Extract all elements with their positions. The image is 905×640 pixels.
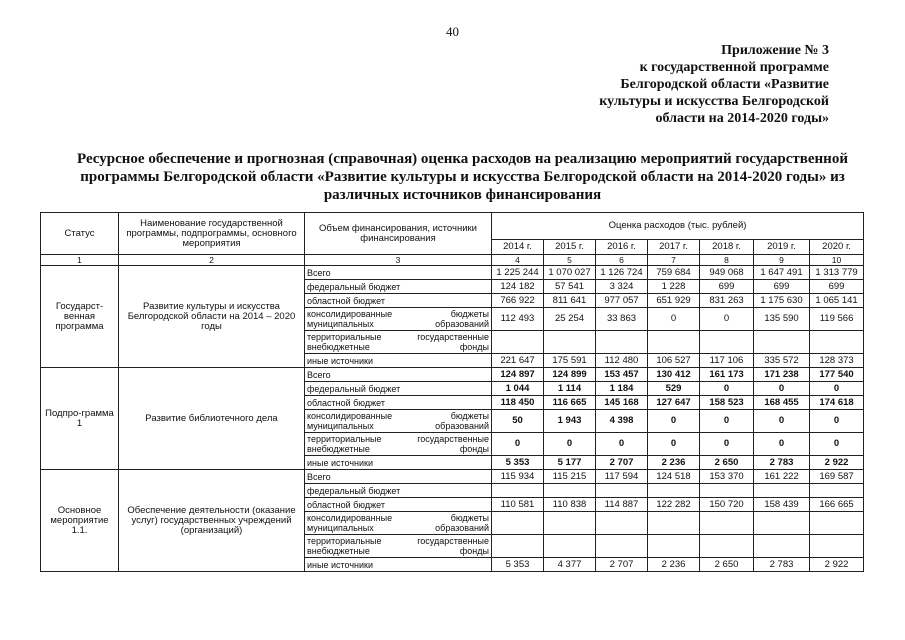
amount-cell: 0	[700, 433, 754, 456]
amount-cell: 127 647	[648, 396, 700, 410]
column-number: 7	[648, 255, 700, 266]
header-status: Статус	[41, 213, 119, 255]
header-year: 2019 г.	[754, 240, 810, 255]
amount-cell	[544, 484, 596, 498]
amount-cell: 33 863	[596, 308, 648, 331]
amount-cell	[648, 484, 700, 498]
amount-cell: 1 070 027	[544, 266, 596, 280]
column-number: 2	[119, 255, 305, 266]
amount-cell: 1 114	[544, 382, 596, 396]
amount-cell: 2 650	[700, 456, 754, 470]
amount-cell: 150 720	[700, 498, 754, 512]
header-year: 2018 г.	[700, 240, 754, 255]
amount-cell	[596, 484, 648, 498]
amount-cell	[648, 535, 700, 558]
amount-cell: 117 106	[700, 354, 754, 368]
amount-cell: 119 566	[810, 308, 864, 331]
column-number: 9	[754, 255, 810, 266]
amount-cell	[700, 484, 754, 498]
amount-cell: 174 618	[810, 396, 864, 410]
amount-cell	[810, 512, 864, 535]
amount-cell: 50	[492, 410, 544, 433]
amount-cell: 0	[754, 433, 810, 456]
amount-cell: 699	[700, 280, 754, 294]
header-year: 2016 г.	[596, 240, 648, 255]
column-number-row	[41, 255, 864, 266]
amount-cell	[700, 512, 754, 535]
amount-cell: 161 222	[754, 470, 810, 484]
amount-cell: 949 068	[700, 266, 754, 280]
amount-cell: 759 684	[648, 266, 700, 280]
amount-cell: 116 665	[544, 396, 596, 410]
funding-source-cell: областной бюджет	[305, 498, 492, 512]
funding-source-cell: иные источники	[305, 558, 492, 572]
table-row	[41, 266, 864, 280]
amount-cell: 0	[700, 410, 754, 433]
amount-cell: 1 065 141	[810, 294, 864, 308]
amount-cell: 2 650	[700, 558, 754, 572]
column-number: 5	[544, 255, 596, 266]
amount-cell: 0	[754, 410, 810, 433]
amount-cell	[810, 535, 864, 558]
amount-cell: 115 215	[544, 470, 596, 484]
status-cell: Подпро-грамма 1	[41, 368, 119, 470]
appendix-line: Приложение № 3	[721, 43, 829, 58]
amount-cell: 2 236	[648, 456, 700, 470]
amount-cell: 4 398	[596, 410, 648, 433]
amount-cell: 114 887	[596, 498, 648, 512]
appendix-header	[569, 42, 829, 127]
amount-cell: 831 263	[700, 294, 754, 308]
amount-cell: 766 922	[492, 294, 544, 308]
amount-cell	[754, 535, 810, 558]
header-year: 2017 г.	[648, 240, 700, 255]
budget-table	[40, 212, 864, 572]
amount-cell	[754, 331, 810, 354]
amount-cell: 5 353	[492, 558, 544, 572]
amount-cell: 25 254	[544, 308, 596, 331]
amount-cell: 112 480	[596, 354, 648, 368]
appendix-line: Белгородской области «Развитие	[620, 77, 829, 92]
amount-cell: 145 168	[596, 396, 648, 410]
amount-cell: 5 353	[492, 456, 544, 470]
title-line: различных источников финансирования	[323, 187, 602, 203]
header-estimate: Оценка расходов (тыс. рублей)	[492, 213, 864, 240]
column-number: 6	[596, 255, 648, 266]
amount-cell: 2 783	[754, 456, 810, 470]
amount-cell: 0	[810, 382, 864, 396]
amount-cell: 0	[810, 410, 864, 433]
amount-cell	[596, 331, 648, 354]
amount-cell: 1 943	[544, 410, 596, 433]
amount-cell	[492, 535, 544, 558]
amount-cell: 110 581	[492, 498, 544, 512]
column-number: 8	[700, 255, 754, 266]
funding-source-cell: областной бюджет	[305, 396, 492, 410]
amount-cell: 1 313 779	[810, 266, 864, 280]
amount-cell: 175 591	[544, 354, 596, 368]
amount-cell: 153 370	[700, 470, 754, 484]
amount-cell: 106 527	[648, 354, 700, 368]
amount-cell: 2 236	[648, 558, 700, 572]
funding-source-cell: областной бюджет	[305, 294, 492, 308]
amount-cell: 153 457	[596, 368, 648, 382]
amount-cell: 3 324	[596, 280, 648, 294]
amount-cell	[544, 331, 596, 354]
amount-cell	[648, 512, 700, 535]
amount-cell: 0	[492, 433, 544, 456]
amount-cell: 124 518	[648, 470, 700, 484]
amount-cell: 124 897	[492, 368, 544, 382]
table-row	[41, 470, 864, 484]
amount-cell: 57 541	[544, 280, 596, 294]
funding-source-cell: Всего	[305, 266, 492, 280]
amount-cell: 2 783	[754, 558, 810, 572]
amount-cell: 1 175 630	[754, 294, 810, 308]
amount-cell	[544, 512, 596, 535]
funding-source-cell: иные источники	[305, 354, 492, 368]
header-year: 2014 г.	[492, 240, 544, 255]
amount-cell: 0	[544, 433, 596, 456]
appendix-line: культуры и искусства Белгородской	[599, 94, 829, 109]
status-cell: Государст-венная программа	[41, 266, 119, 368]
amount-cell: 0	[754, 382, 810, 396]
amount-cell: 651 929	[648, 294, 700, 308]
title-line: программы Белгородской области «Развитие культуры и искусства Белгородской области на 2014-2020 годы» из	[80, 169, 845, 185]
amount-cell	[596, 535, 648, 558]
amount-cell	[810, 331, 864, 354]
amount-cell: 1 126 724	[596, 266, 648, 280]
amount-cell: 115 934	[492, 470, 544, 484]
funding-source-cell: Всего	[305, 470, 492, 484]
amount-cell: 0	[810, 433, 864, 456]
amount-cell: 2 922	[810, 558, 864, 572]
amount-cell	[754, 484, 810, 498]
amount-cell	[544, 535, 596, 558]
funding-source-cell: федеральный бюджет	[305, 280, 492, 294]
column-number: 4	[492, 255, 544, 266]
funding-source-cell: территориальные государственные внебюджетные фонды	[305, 331, 492, 354]
amount-cell: 977 057	[596, 294, 648, 308]
amount-cell: 1 184	[596, 382, 648, 396]
header-year: 2020 г.	[810, 240, 864, 255]
amount-cell: 0	[648, 410, 700, 433]
amount-cell: 221 647	[492, 354, 544, 368]
funding-source-cell: Всего	[305, 368, 492, 382]
amount-cell: 158 439	[754, 498, 810, 512]
amount-cell	[700, 331, 754, 354]
amount-cell: 158 523	[700, 396, 754, 410]
funding-source-cell: консолидированные бюджеты муниципальных образований	[305, 410, 492, 433]
amount-cell: 699	[810, 280, 864, 294]
amount-cell: 135 590	[754, 308, 810, 331]
amount-cell: 124 182	[492, 280, 544, 294]
amount-cell	[596, 512, 648, 535]
amount-cell: 110 838	[544, 498, 596, 512]
funding-source-cell: федеральный бюджет	[305, 382, 492, 396]
funding-source-cell: иные источники	[305, 456, 492, 470]
amount-cell	[648, 331, 700, 354]
header-source: Объем финансирования, источники финансирования	[305, 213, 492, 255]
status-cell: Основное мероприятие 1.1.	[41, 470, 119, 572]
amount-cell: 2 707	[596, 558, 648, 572]
amount-cell: 117 594	[596, 470, 648, 484]
amount-cell: 124 899	[544, 368, 596, 382]
program-name-cell: Развитие культуры и искусства Белгородской области на 2014 – 2020 годы	[119, 266, 305, 368]
amount-cell: 0	[596, 433, 648, 456]
column-number: 1	[41, 255, 119, 266]
amount-cell: 0	[648, 308, 700, 331]
funding-source-cell: консолидированные бюджеты муниципальных образований	[305, 512, 492, 535]
appendix-line: к государственной программе	[639, 60, 829, 75]
document-title	[40, 150, 885, 204]
amount-cell: 335 572	[754, 354, 810, 368]
amount-cell: 2 707	[596, 456, 648, 470]
title-line: Ресурсное обеспечение и прогнозная (справочная) оценка расходов на реализацию мероприятий государственной	[77, 151, 848, 167]
amount-cell: 1 228	[648, 280, 700, 294]
funding-source-cell: консолидированные бюджеты муниципальных образований	[305, 308, 492, 331]
amount-cell: 0	[700, 308, 754, 331]
table-body	[41, 266, 864, 572]
appendix-line: области на 2014-2020 годы»	[655, 111, 829, 126]
amount-cell: 699	[754, 280, 810, 294]
program-name-cell: Обеспечение деятельности (оказание услуг) государственных учреждений (организаций)	[119, 470, 305, 572]
amount-cell: 168 455	[754, 396, 810, 410]
column-number: 10	[810, 255, 864, 266]
amount-cell: 1 044	[492, 382, 544, 396]
amount-cell: 112 493	[492, 308, 544, 331]
amount-cell: 122 282	[648, 498, 700, 512]
amount-cell	[492, 484, 544, 498]
table-header	[41, 213, 864, 266]
funding-source-cell: территориальные государственные внебюджетные фонды	[305, 433, 492, 456]
page-number: 40	[446, 24, 459, 39]
amount-cell: 161 173	[700, 368, 754, 382]
funding-source-cell: федеральный бюджет	[305, 484, 492, 498]
amount-cell: 128 373	[810, 354, 864, 368]
amount-cell: 130 412	[648, 368, 700, 382]
amount-cell	[700, 535, 754, 558]
amount-cell: 4 377	[544, 558, 596, 572]
amount-cell	[754, 512, 810, 535]
amount-cell: 529	[648, 382, 700, 396]
amount-cell: 2 922	[810, 456, 864, 470]
program-name-cell: Развитие библиотечного дела	[119, 368, 305, 470]
amount-cell: 5 177	[544, 456, 596, 470]
column-number: 3	[305, 255, 492, 266]
amount-cell: 171 238	[754, 368, 810, 382]
amount-cell	[492, 331, 544, 354]
amount-cell: 177 540	[810, 368, 864, 382]
amount-cell	[810, 484, 864, 498]
funding-source-cell: территориальные государственные внебюджетные фонды	[305, 535, 492, 558]
amount-cell: 811 641	[544, 294, 596, 308]
table-row	[41, 368, 864, 382]
amount-cell: 118 450	[492, 396, 544, 410]
amount-cell	[492, 512, 544, 535]
amount-cell: 166 665	[810, 498, 864, 512]
amount-cell: 1 225 244	[492, 266, 544, 280]
amount-cell: 0	[700, 382, 754, 396]
header-year: 2015 г.	[544, 240, 596, 255]
amount-cell: 1 647 491	[754, 266, 810, 280]
amount-cell: 0	[648, 433, 700, 456]
amount-cell: 169 587	[810, 470, 864, 484]
header-name: Наименование государственной программы, подпрограммы, основного мероприятия	[119, 213, 305, 255]
